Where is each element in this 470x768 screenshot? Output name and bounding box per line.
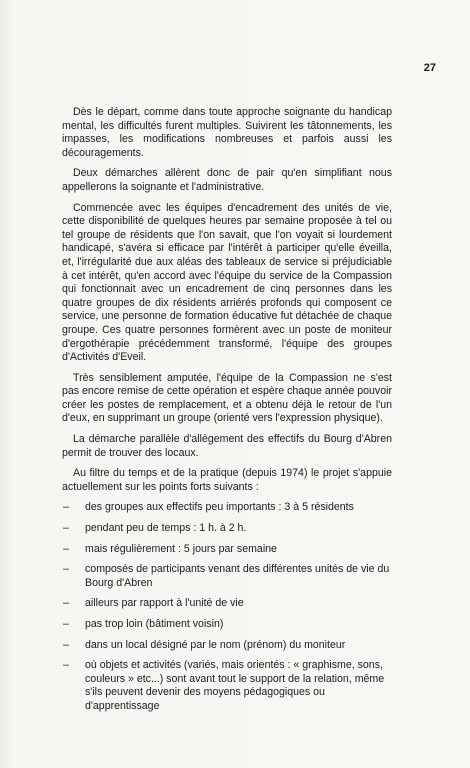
list-item	[62, 618, 392, 632]
dash-marker: –	[63, 597, 69, 610]
list-item-text: pendant peu de temps : 1 h. à 2 h.	[85, 522, 247, 535]
list-item-text: ailleurs par rapport à l'unité de vie	[85, 597, 244, 610]
list-item-text: dans un local désigné par le nom (prénom) du moniteur	[85, 638, 346, 651]
list-item	[62, 597, 392, 611]
list-item-text: où objets et activités (variés, mais orientés : « graphisme, sons, couleurs » etc...) sont avant tout le support de la relation, même s'ils peuvent devenir des moyens pédagogiques ou d'apprentissage	[85, 659, 385, 712]
list-item	[62, 522, 392, 536]
dash-marker: –	[63, 638, 69, 651]
paragraph: Commencée avec les équipes d'encadrement des unités de vie, cette disponibilité de quelques heures par semaine proposée à tel ou tel groupe de résidents que l'on savait, que l'on voyait si lourdement handicapé, s'avéra si efficace par l'intérêt à participer qu'elle éveilla, et, l'irrégularité due aux aléas des tableaux de service si préjudiciable à cet intérêt, qu'en accord avec l'équipe du service de la Compassion qui fonctionnait avec un encadrement de cinq personnes dans les quatre groupes de dix résidents arriérés profonds qui composent ce service, une personne de formation éducative fut détachée de chaque groupe. Ces quatre personnes formèrent avec un poste de moniteur d'ergothérapie précédemment transformé, l'équipe des groupes d'Activités d'Eveil.	[62, 201, 392, 364]
dash-marker: –	[63, 542, 69, 555]
page-number: 27	[423, 62, 436, 74]
list-item-text: des groupes aux effectifs peu importants : 3 à 5 résidents	[85, 501, 354, 514]
dash-marker: –	[63, 659, 69, 672]
list-item	[62, 563, 392, 590]
list-item-text: composés de participants venant des différentes unités de vie du Bourg d'Abren	[85, 563, 390, 589]
paragraph: Au filtre du temps et de la pratique (depuis 1974) le projet s'appuie actuellement sur les points forts suivants :	[62, 467, 392, 493]
dash-marker: –	[63, 522, 69, 535]
dash-marker: –	[63, 501, 69, 514]
list-item-text: pas trop loin (bâtiment voisin)	[85, 618, 224, 630]
paragraph: Deux démarches allèrent donc de pair qu'en simplifiant nous appellerons la soignante et l'administrative.	[62, 167, 392, 193]
paragraph: Très sensiblement amputée, l'équipe de la Compassion ne s'est pas encore remise de cette opération et espère chaque année pouvoir créer les postes de remplacement, et a obtenu déjà le retour de l'un d'eux, en supprimant un groupe (orienté vers l'expression physique).	[62, 371, 392, 425]
dash-marker: –	[63, 618, 69, 630]
list-item	[62, 543, 392, 557]
body-text	[62, 106, 392, 721]
paragraph: La démarche parallèle d'allègement des effectifs du Bourg d'Abren permit de trouver des locaux.	[62, 433, 392, 459]
points-forts-list	[62, 501, 392, 713]
list-item-text: mais régulièrement : 5 jours par semaine	[85, 542, 277, 555]
list-item	[62, 639, 392, 653]
list-item	[62, 659, 392, 713]
paragraph: Dès le départ, comme dans toute approche soignante du handicap mental, les difficultés furent multiples. Suivirent les tâtonnements, les impasses, les modifications nombreuses et parfois aussi les découragements.	[62, 106, 392, 159]
list-item	[62, 501, 392, 515]
dash-marker: –	[63, 563, 69, 576]
